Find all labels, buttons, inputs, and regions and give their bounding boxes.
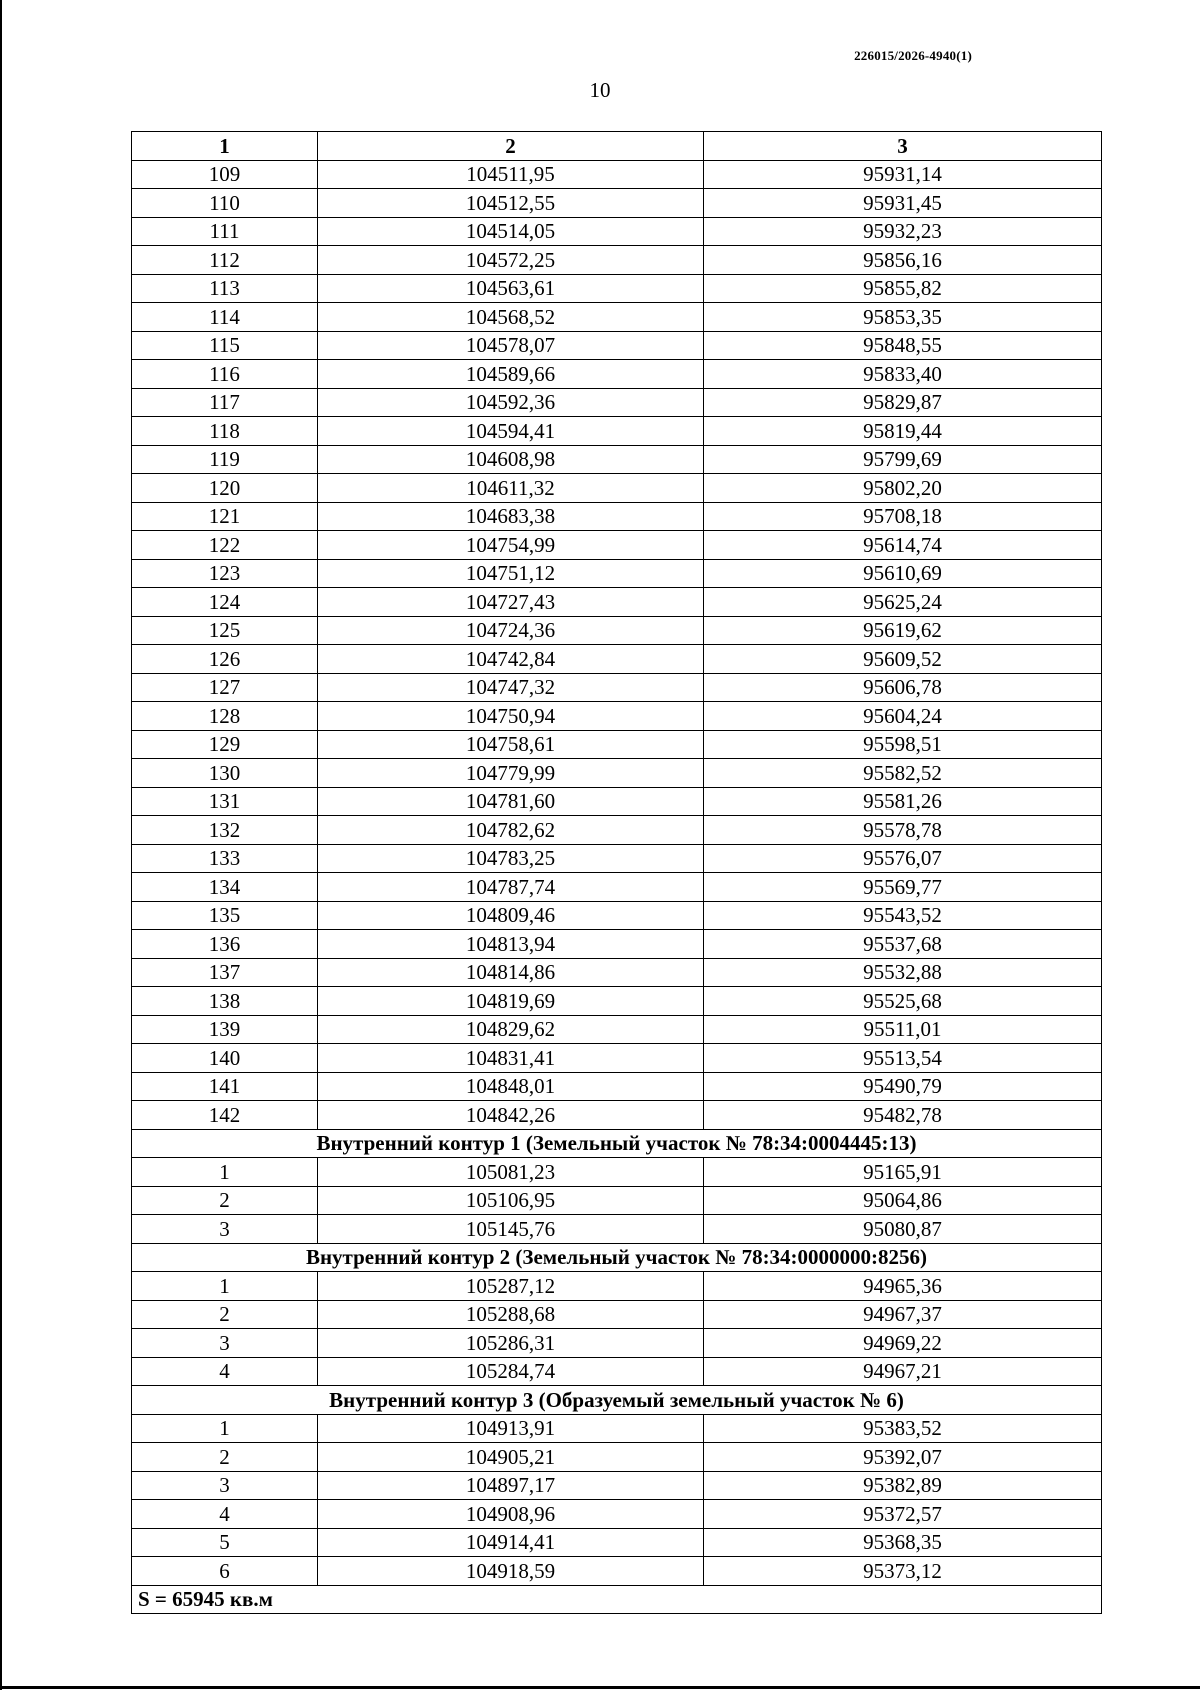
cell-y-coordinate: 95853,35: [704, 303, 1102, 332]
table-row: [132, 388, 1102, 417]
cell-x-coordinate: 104913,91: [318, 1414, 704, 1443]
column-header-y: 3: [704, 132, 1102, 161]
inner-contour-title: Внутренний контур 1 (Земельный участок № 78:34:0004445:13): [132, 1129, 1102, 1158]
table-row: [132, 759, 1102, 788]
cell-point-number: 4: [132, 1357, 318, 1386]
inner-contour-title: Внутренний контур 3 (Образуемый земельный участок № 6): [132, 1386, 1102, 1415]
cell-x-coordinate: 104511,95: [318, 160, 704, 189]
table-row: [132, 1500, 1102, 1529]
cell-x-coordinate: 104683,38: [318, 502, 704, 531]
table-row: [132, 645, 1102, 674]
cell-x-coordinate: 104568,52: [318, 303, 704, 332]
table-row: [132, 930, 1102, 959]
cell-x-coordinate: 104787,74: [318, 873, 704, 902]
cell-point-number: 110: [132, 189, 318, 218]
cell-y-coordinate: 95080,87: [704, 1215, 1102, 1244]
cell-x-coordinate: 104750,94: [318, 702, 704, 731]
cell-x-coordinate: 104829,62: [318, 1015, 704, 1044]
cell-point-number: 122: [132, 531, 318, 560]
cell-x-coordinate: 104905,21: [318, 1443, 704, 1472]
cell-y-coordinate: 95513,54: [704, 1044, 1102, 1073]
cell-x-coordinate: 104754,99: [318, 531, 704, 560]
cell-y-coordinate: 95537,68: [704, 930, 1102, 959]
cell-point-number: 130: [132, 759, 318, 788]
cell-point-number: 113: [132, 274, 318, 303]
cell-point-number: 116: [132, 360, 318, 389]
cell-x-coordinate: 104781,60: [318, 787, 704, 816]
table-row: [132, 1300, 1102, 1329]
cell-point-number: 2: [132, 1300, 318, 1329]
cell-x-coordinate: 104779,99: [318, 759, 704, 788]
cell-x-coordinate: 104578,07: [318, 331, 704, 360]
cell-point-number: 1: [132, 1414, 318, 1443]
cell-point-number: 117: [132, 388, 318, 417]
cell-y-coordinate: 95372,57: [704, 1500, 1102, 1529]
cell-point-number: 4: [132, 1500, 318, 1529]
cell-x-coordinate: 105106,95: [318, 1186, 704, 1215]
table-row: [132, 160, 1102, 189]
cell-y-coordinate: 95833,40: [704, 360, 1102, 389]
cell-y-coordinate: 95619,62: [704, 616, 1102, 645]
cell-y-coordinate: 95819,44: [704, 417, 1102, 446]
cell-point-number: 125: [132, 616, 318, 645]
table-row: [132, 702, 1102, 731]
cell-point-number: 109: [132, 160, 318, 189]
cell-y-coordinate: 94965,36: [704, 1272, 1102, 1301]
cell-point-number: 124: [132, 588, 318, 617]
section-header-row: [132, 1243, 1102, 1272]
table-row: [132, 987, 1102, 1016]
cell-point-number: 137: [132, 958, 318, 987]
cell-point-number: 139: [132, 1015, 318, 1044]
cell-point-number: 128: [132, 702, 318, 731]
table-row: [132, 901, 1102, 930]
table-row: [132, 958, 1102, 987]
cell-point-number: 2: [132, 1186, 318, 1215]
cell-y-coordinate: 95490,79: [704, 1072, 1102, 1101]
cell-x-coordinate: 104608,98: [318, 445, 704, 474]
cell-x-coordinate: 104727,43: [318, 588, 704, 617]
table-row: [132, 673, 1102, 702]
cell-y-coordinate: 95392,07: [704, 1443, 1102, 1472]
cell-x-coordinate: 104514,05: [318, 217, 704, 246]
inner-contour-title: Внутренний контур 2 (Земельный участок № 78:34:0000000:8256): [132, 1243, 1102, 1272]
total-row: [132, 1585, 1102, 1614]
document-number: 226015/2026-4940(1): [854, 48, 972, 63]
cell-point-number: 141: [132, 1072, 318, 1101]
cell-x-coordinate: 104751,12: [318, 559, 704, 588]
cell-y-coordinate: 95606,78: [704, 673, 1102, 702]
table-row: [132, 531, 1102, 560]
table-row: [132, 1072, 1102, 1101]
table-row: [132, 274, 1102, 303]
cell-x-coordinate: 104758,61: [318, 730, 704, 759]
table-body: [132, 160, 1102, 1614]
cell-point-number: 115: [132, 331, 318, 360]
cell-point-number: 114: [132, 303, 318, 332]
table-row: [132, 873, 1102, 902]
cell-x-coordinate: 104813,94: [318, 930, 704, 959]
cell-point-number: 133: [132, 844, 318, 873]
table-row: [132, 1443, 1102, 1472]
cell-y-coordinate: 95569,77: [704, 873, 1102, 902]
page-number: 10: [589, 78, 611, 102]
table-row: [132, 331, 1102, 360]
table-row: [132, 1471, 1102, 1500]
table-row: [132, 816, 1102, 845]
cell-y-coordinate: 95383,52: [704, 1414, 1102, 1443]
cell-point-number: 3: [132, 1471, 318, 1500]
table-row: [132, 303, 1102, 332]
table-row: [132, 474, 1102, 503]
cell-x-coordinate: 104848,01: [318, 1072, 704, 1101]
cell-y-coordinate: 95708,18: [704, 502, 1102, 531]
table-row: [132, 1044, 1102, 1073]
cell-y-coordinate: 95848,55: [704, 331, 1102, 360]
cell-point-number: 1: [132, 1158, 318, 1187]
cell-y-coordinate: 95931,45: [704, 189, 1102, 218]
cell-point-number: 121: [132, 502, 318, 531]
cell-point-number: 120: [132, 474, 318, 503]
cell-y-coordinate: 95373,12: [704, 1557, 1102, 1586]
page-border-bottom: [0, 1686, 1200, 1689]
cell-y-coordinate: 95802,20: [704, 474, 1102, 503]
cell-y-coordinate: 95382,89: [704, 1471, 1102, 1500]
cell-point-number: 118: [132, 417, 318, 446]
cell-point-number: 5: [132, 1528, 318, 1557]
cell-point-number: 136: [132, 930, 318, 959]
cell-point-number: 134: [132, 873, 318, 902]
cell-x-coordinate: 104842,26: [318, 1101, 704, 1130]
cell-point-number: 126: [132, 645, 318, 674]
cell-x-coordinate: 104782,62: [318, 816, 704, 845]
cell-x-coordinate: 104809,46: [318, 901, 704, 930]
cell-y-coordinate: 95165,91: [704, 1158, 1102, 1187]
table-row: [132, 502, 1102, 531]
table-row: [132, 588, 1102, 617]
cell-x-coordinate: 104783,25: [318, 844, 704, 873]
table-row: [132, 1101, 1102, 1130]
table-row: [132, 1357, 1102, 1386]
cell-x-coordinate: 104908,96: [318, 1500, 704, 1529]
cell-x-coordinate: 105287,12: [318, 1272, 704, 1301]
cell-point-number: 129: [132, 730, 318, 759]
column-header-x: 2: [318, 132, 704, 161]
cell-y-coordinate: 95576,07: [704, 844, 1102, 873]
table-row: [132, 1329, 1102, 1358]
cell-y-coordinate: 95525,68: [704, 987, 1102, 1016]
cell-y-coordinate: 95598,51: [704, 730, 1102, 759]
cell-point-number: 142: [132, 1101, 318, 1130]
cell-x-coordinate: 104724,36: [318, 616, 704, 645]
cell-x-coordinate: 104819,69: [318, 987, 704, 1016]
cell-point-number: 119: [132, 445, 318, 474]
table-row: [132, 417, 1102, 446]
cell-x-coordinate: 105145,76: [318, 1215, 704, 1244]
cell-y-coordinate: 95511,01: [704, 1015, 1102, 1044]
cell-point-number: 6: [132, 1557, 318, 1586]
table-row: [132, 616, 1102, 645]
section-header-row: [132, 1386, 1102, 1415]
table-row: [132, 730, 1102, 759]
cell-point-number: 111: [132, 217, 318, 246]
cell-y-coordinate: 95578,78: [704, 816, 1102, 845]
cell-x-coordinate: 104914,41: [318, 1528, 704, 1557]
cell-x-coordinate: 104747,32: [318, 673, 704, 702]
cell-x-coordinate: 104512,55: [318, 189, 704, 218]
table-row: [132, 217, 1102, 246]
cell-point-number: 112: [132, 246, 318, 275]
table-row: [132, 360, 1102, 389]
cell-y-coordinate: 95368,35: [704, 1528, 1102, 1557]
cell-y-coordinate: 95604,24: [704, 702, 1102, 731]
cell-point-number: 138: [132, 987, 318, 1016]
cell-x-coordinate: 105081,23: [318, 1158, 704, 1187]
cell-y-coordinate: 95482,78: [704, 1101, 1102, 1130]
cell-y-coordinate: 95581,26: [704, 787, 1102, 816]
cell-x-coordinate: 104897,17: [318, 1471, 704, 1500]
cell-x-coordinate: 104918,59: [318, 1557, 704, 1586]
cell-point-number: 123: [132, 559, 318, 588]
cell-point-number: 3: [132, 1329, 318, 1358]
table-row: [132, 1557, 1102, 1586]
cell-y-coordinate: 95855,82: [704, 274, 1102, 303]
table-row: [132, 1528, 1102, 1557]
cell-x-coordinate: 104742,84: [318, 645, 704, 674]
cell-x-coordinate: 104831,41: [318, 1044, 704, 1073]
cell-point-number: 135: [132, 901, 318, 930]
cell-point-number: 140: [132, 1044, 318, 1073]
table-row: [132, 1215, 1102, 1244]
cell-point-number: 131: [132, 787, 318, 816]
cell-y-coordinate: 94967,21: [704, 1357, 1102, 1386]
cell-x-coordinate: 105284,74: [318, 1357, 704, 1386]
table-row: [132, 1414, 1102, 1443]
cell-y-coordinate: 95829,87: [704, 388, 1102, 417]
table-row: [132, 189, 1102, 218]
table-row: [132, 1158, 1102, 1187]
cell-y-coordinate: 95582,52: [704, 759, 1102, 788]
table-row: [132, 787, 1102, 816]
cell-point-number: 132: [132, 816, 318, 845]
cell-point-number: 127: [132, 673, 318, 702]
table-row: [132, 844, 1102, 873]
cell-y-coordinate: 95856,16: [704, 246, 1102, 275]
table-row: [132, 445, 1102, 474]
table-row: [132, 559, 1102, 588]
cell-x-coordinate: 104563,61: [318, 274, 704, 303]
cell-y-coordinate: 95543,52: [704, 901, 1102, 930]
table-row: [132, 246, 1102, 275]
cell-x-coordinate: 104814,86: [318, 958, 704, 987]
cell-y-coordinate: 95064,86: [704, 1186, 1102, 1215]
page-border-left: [0, 0, 2, 1690]
cell-x-coordinate: 104589,66: [318, 360, 704, 389]
cell-point-number: 1: [132, 1272, 318, 1301]
cell-y-coordinate: 95614,74: [704, 531, 1102, 560]
cell-x-coordinate: 104592,36: [318, 388, 704, 417]
section-header-row: [132, 1129, 1102, 1158]
cell-y-coordinate: 95610,69: [704, 559, 1102, 588]
cell-y-coordinate: 95532,88: [704, 958, 1102, 987]
cell-y-coordinate: 95932,23: [704, 217, 1102, 246]
table-header-row: [132, 132, 1102, 161]
cell-x-coordinate: 105288,68: [318, 1300, 704, 1329]
cell-y-coordinate: 95625,24: [704, 588, 1102, 617]
table-row: [132, 1272, 1102, 1301]
total-area: S = 65945 кв.м: [132, 1585, 1102, 1614]
cell-point-number: 2: [132, 1443, 318, 1472]
cell-y-coordinate: 95931,14: [704, 160, 1102, 189]
cell-y-coordinate: 94969,22: [704, 1329, 1102, 1358]
cell-y-coordinate: 94967,37: [704, 1300, 1102, 1329]
cell-x-coordinate: 105286,31: [318, 1329, 704, 1358]
table-row: [132, 1186, 1102, 1215]
table-row: [132, 1015, 1102, 1044]
cell-x-coordinate: 104572,25: [318, 246, 704, 275]
column-header-point: 1: [132, 132, 318, 161]
cell-x-coordinate: 104594,41: [318, 417, 704, 446]
cell-y-coordinate: 95609,52: [704, 645, 1102, 674]
coordinates-table: [131, 131, 1102, 1614]
cell-y-coordinate: 95799,69: [704, 445, 1102, 474]
cell-x-coordinate: 104611,32: [318, 474, 704, 503]
cell-point-number: 3: [132, 1215, 318, 1244]
